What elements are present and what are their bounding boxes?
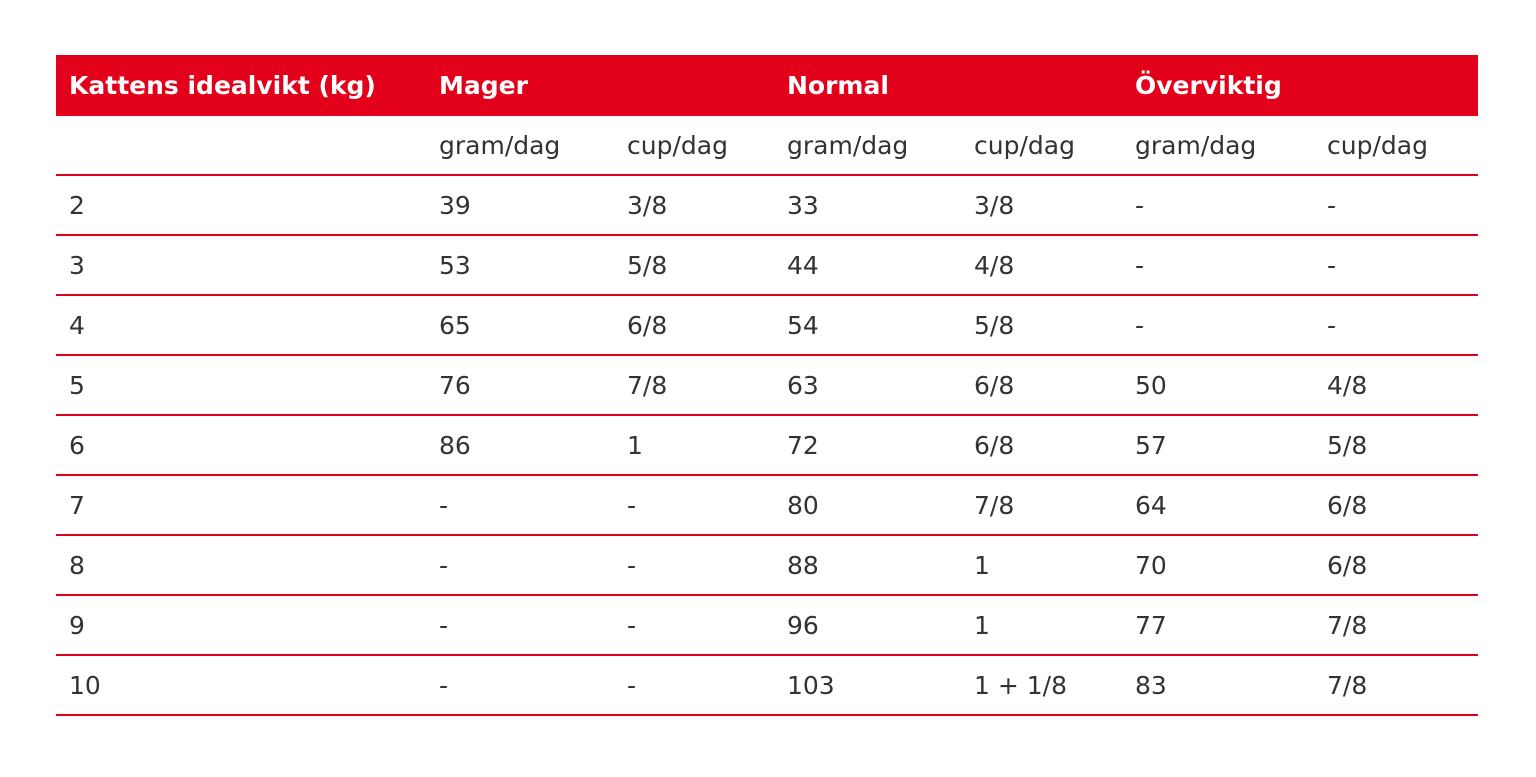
header-weight: Kattens idealvikt (kg) (69, 71, 376, 100)
normal-cup-cell: 1 + 1/8 (974, 670, 1067, 700)
normal-gram-cell: 103 (787, 670, 835, 700)
normal-cup-cell: 7/8 (974, 490, 1015, 520)
lean-gram-cell: - (439, 490, 449, 520)
normal-cup-cell: 1 (974, 610, 990, 640)
weight-cell: 2 (69, 190, 85, 220)
normal-gram-cell: 63 (787, 370, 819, 400)
table-row (56, 356, 1478, 416)
weight-cell: 10 (69, 670, 101, 700)
header-normal: Normal (787, 71, 889, 100)
overweight-gram-cell: 83 (1135, 670, 1167, 700)
normal-cup-cell: 6/8 (974, 370, 1015, 400)
table-row (56, 416, 1478, 476)
table-row (56, 236, 1478, 296)
normal-gram-cell: 80 (787, 490, 819, 520)
overweight-cup-cell: 7/8 (1327, 610, 1368, 640)
table-row (56, 296, 1478, 356)
table-row (56, 596, 1478, 656)
overweight-gram-cell: - (1135, 310, 1145, 340)
overweight-cup-cell: 6/8 (1327, 490, 1368, 520)
overweight-cup-cell: 4/8 (1327, 370, 1368, 400)
unit-lean-cup: cup/dag (627, 130, 728, 160)
normal-gram-cell: 72 (787, 430, 819, 460)
overweight-cup-cell: - (1327, 310, 1337, 340)
lean-gram-cell: - (439, 670, 449, 700)
overweight-gram-cell: 64 (1135, 490, 1167, 520)
lean-cup-cell: 1 (627, 430, 643, 460)
lean-cup-cell: - (627, 610, 637, 640)
lean-gram-cell: 86 (439, 430, 471, 460)
weight-cell: 6 (69, 430, 85, 460)
overweight-gram-cell: 50 (1135, 370, 1167, 400)
normal-cup-cell: 4/8 (974, 250, 1015, 280)
overweight-cup-cell: - (1327, 250, 1337, 280)
unit-lean-gram: gram/dag (439, 130, 561, 160)
lean-cup-cell: - (627, 490, 637, 520)
normal-cup-cell: 3/8 (974, 190, 1015, 220)
weight-cell: 9 (69, 610, 85, 640)
table-row (56, 536, 1478, 596)
lean-gram-cell: 65 (439, 310, 471, 340)
normal-cup-cell: 6/8 (974, 430, 1015, 460)
normal-gram-cell: 88 (787, 550, 819, 580)
weight-cell: 7 (69, 490, 85, 520)
lean-cup-cell: 7/8 (627, 370, 668, 400)
unit-overweight-cup: cup/dag (1327, 130, 1428, 160)
lean-cup-cell: - (627, 550, 637, 580)
feeding-table (56, 55, 1478, 716)
lean-cup-cell: 6/8 (627, 310, 668, 340)
lean-cup-cell: 5/8 (627, 250, 668, 280)
header-lean: Mager (439, 71, 528, 100)
weight-cell: 4 (69, 310, 85, 340)
table-row (56, 476, 1478, 536)
lean-gram-cell: 39 (439, 190, 471, 220)
lean-gram-cell: 53 (439, 250, 471, 280)
weight-cell: 3 (69, 250, 85, 280)
overweight-gram-cell: - (1135, 250, 1145, 280)
weight-cell: 5 (69, 370, 85, 400)
lean-cup-cell: - (627, 670, 637, 700)
header-overweight: Överviktig (1135, 71, 1282, 100)
unit-overweight-gram: gram/dag (1135, 130, 1257, 160)
lean-gram-cell: - (439, 610, 449, 640)
normal-gram-cell: 96 (787, 610, 819, 640)
table-header-row (56, 55, 1478, 116)
table-unit-row (56, 116, 1478, 176)
overweight-cup-cell: 5/8 (1327, 430, 1368, 460)
normal-gram-cell: 44 (787, 250, 819, 280)
overweight-cup-cell: - (1327, 190, 1337, 220)
normal-gram-cell: 54 (787, 310, 819, 340)
weight-cell: 8 (69, 550, 85, 580)
unit-normal-gram: gram/dag (787, 130, 909, 160)
overweight-gram-cell: 57 (1135, 430, 1167, 460)
normal-cup-cell: 1 (974, 550, 990, 580)
overweight-gram-cell: - (1135, 190, 1145, 220)
normal-cup-cell: 5/8 (974, 310, 1015, 340)
overweight-gram-cell: 77 (1135, 610, 1167, 640)
overweight-gram-cell: 70 (1135, 550, 1167, 580)
normal-gram-cell: 33 (787, 190, 819, 220)
table-row (56, 176, 1478, 236)
lean-cup-cell: 3/8 (627, 190, 668, 220)
table-row (56, 656, 1478, 716)
overweight-cup-cell: 7/8 (1327, 670, 1368, 700)
overweight-cup-cell: 6/8 (1327, 550, 1368, 580)
lean-gram-cell: - (439, 550, 449, 580)
unit-normal-cup: cup/dag (974, 130, 1075, 160)
lean-gram-cell: 76 (439, 370, 471, 400)
